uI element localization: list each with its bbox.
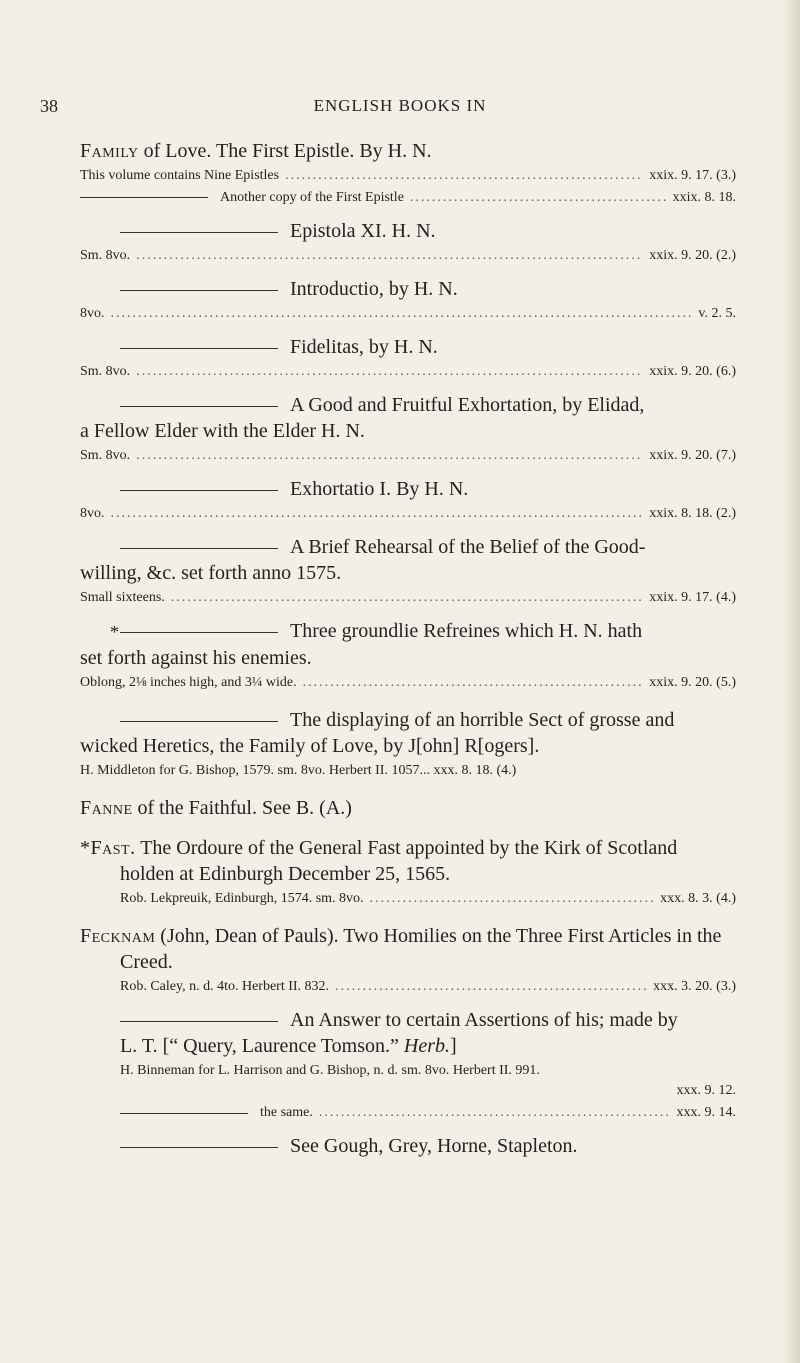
entry-detail-line: Rob. Lekpreuik, Edinburgh, 1574. sm. 8vo. ..... xxx. 8. 3. (4.) <box>80 889 736 909</box>
entry-displaying-of-horrible-sect: The displaying of an horrible Sect of grosse and <box>80 707 736 733</box>
entry-detail-line: Rob. Caley, n. d. 4to. Herbert II. 832. ..... xxx. 3. 20. (3.) <box>80 977 736 997</box>
shelfmark: v. 2. 5. <box>698 306 736 321</box>
page-edge-shadow <box>782 0 800 1363</box>
shelfmark: xxix. 9. 20. (5.) <box>649 675 736 691</box>
entry-detail-line: Another copy of the First Epistle ..... xxix. 8. 18. <box>80 188 736 208</box>
entry-title-continuation: willing, &c. set forth anno 1575. <box>80 562 342 584</box>
entry-answer-to-assertions: An Answer to certain Assertions of his; made by <box>80 1007 736 1033</box>
entry-title-continuation: L. T. [“ Query, Laurence Tomson.” Herb.] <box>120 1035 457 1058</box>
shelfmark: xxix. 9. 17. (3.) <box>649 168 736 183</box>
entry-heading-rest: of the Faithful. See B. (A.) <box>132 797 352 820</box>
entry-title-continuation: set forth against his enemies. <box>80 647 312 670</box>
shelfmark: xxix. 9. 20. (7.) <box>649 448 736 463</box>
shelfmark: xxx. 9. 14. <box>676 1105 736 1121</box>
entry-heading-rest: of Love. The First Epistle. By H. N. <box>138 140 432 162</box>
entry-detail-line: Sm. 8vo. ..... xxix. 9. 20. (7.) <box>80 446 736 466</box>
entry-heading-rest: The Ordoure of the General Fast appointed by the Kirk of Scotland holden at Edinburgh December 25, 1565. <box>120 837 678 886</box>
shelfmark: xxix. 9. 20. (6.) <box>649 364 736 379</box>
entry-good-and-fruitful-exhortation: A Good and Fruitful Exhortation, by Elidad, <box>80 392 736 418</box>
entry-fanne-of-the-faithful <box>80 795 736 821</box>
entry-detail-line: 8vo. ..... xxix. 8. 18. (2.) <box>80 504 736 524</box>
entry-heading-keyword: Fanne <box>80 797 133 820</box>
entry-heading-keyword: Family <box>80 140 139 162</box>
entry-detail-line: 8vo. ..... v. 2. 5. <box>80 304 736 324</box>
entry-epistola-xi: Epistola XI. H. N. <box>80 218 736 244</box>
entry-three-groundlie-refreines: * Three groundlie Refreines which H. N. hath <box>80 618 736 645</box>
entry-detail-line: Sm. 8vo. ..... xxix. 9. 20. (2.) <box>80 246 736 266</box>
entry-imprint-line: H. Binneman for L. Harrison and G. Bishop, n. d. sm. 8vo. Herbert II. 991. <box>120 1063 540 1079</box>
entry-detail-line: This volume contains Nine Epistles ..... xxix. 9. 17. (3.) <box>80 166 736 186</box>
entry-title-continuation: a Fellow Elder with the Elder H. N. <box>80 420 365 442</box>
entry-detail-line: Small sixteens. ..... xxix. 9. 17. (4.) <box>80 588 736 608</box>
entry-fidelitas: Fidelitas, by H. N. <box>80 334 736 360</box>
running-title: ENGLISH BOOKS IN <box>313 96 487 115</box>
shelfmark: xxix. 9. 17. (4.) <box>649 590 736 605</box>
entry-title-continuation: wicked Heretics, the Family of Love, by J[ohn] R[ogers]. <box>80 735 540 758</box>
shelfmark: xxix. 9. 20. (2.) <box>649 248 736 263</box>
entry-detail-line: Oblong, 2⅛ inches high, and 3¼ wide. ..... xxix. 9. 20. (5.) <box>80 673 736 693</box>
entry-detail-line: Sm. 8vo. ..... xxix. 9. 20. (6.) <box>80 362 736 382</box>
catalogue-entries <box>80 138 736 1159</box>
entry-introductio: Introductio, by H. N. <box>80 276 736 302</box>
shelfmark: xxix. 8. 18. (2.) <box>649 506 736 521</box>
entry-exhortatio-i: Exhortatio I. By H. N. <box>80 476 736 502</box>
entry-heading-keyword: *Fast. <box>80 837 136 860</box>
page-header <box>40 96 760 120</box>
entry-fast <box>80 835 736 887</box>
entry-see-also: See Gough, Grey, Horne, Stapleton. <box>80 1133 736 1159</box>
shelfmark: xxix. 8. 18. <box>672 190 736 205</box>
entry-imprint-line: H. Middleton for G. Bishop, 1579. sm. 8vo. Herbert II. 1057... xxx. 8. 18. (4.) <box>80 763 517 779</box>
asterisk-marker: * <box>110 622 119 643</box>
page-number: 38 <box>40 96 58 116</box>
entry-heading-keyword: Fecknam <box>80 925 156 948</box>
entry-heading-rest: (John, Dean of Pauls). Two Homilies on the Three First Articles in the Creed. <box>120 925 722 974</box>
entry-brief-rehearsal: A Brief Rehearsal of the Belief of the Good- <box>80 534 736 560</box>
entry-fecknam <box>80 923 736 975</box>
shelfmark: xxx. 3. 20. (3.) <box>653 979 736 995</box>
entry-family-of-love <box>80 138 736 164</box>
shelfmark: xxx. 8. 3. (4.) <box>660 891 736 907</box>
entry-detail-line: the same. ..... xxx. 9. 14. <box>80 1103 736 1123</box>
shelfmark: xxx. 9. 12. <box>676 1083 736 1099</box>
